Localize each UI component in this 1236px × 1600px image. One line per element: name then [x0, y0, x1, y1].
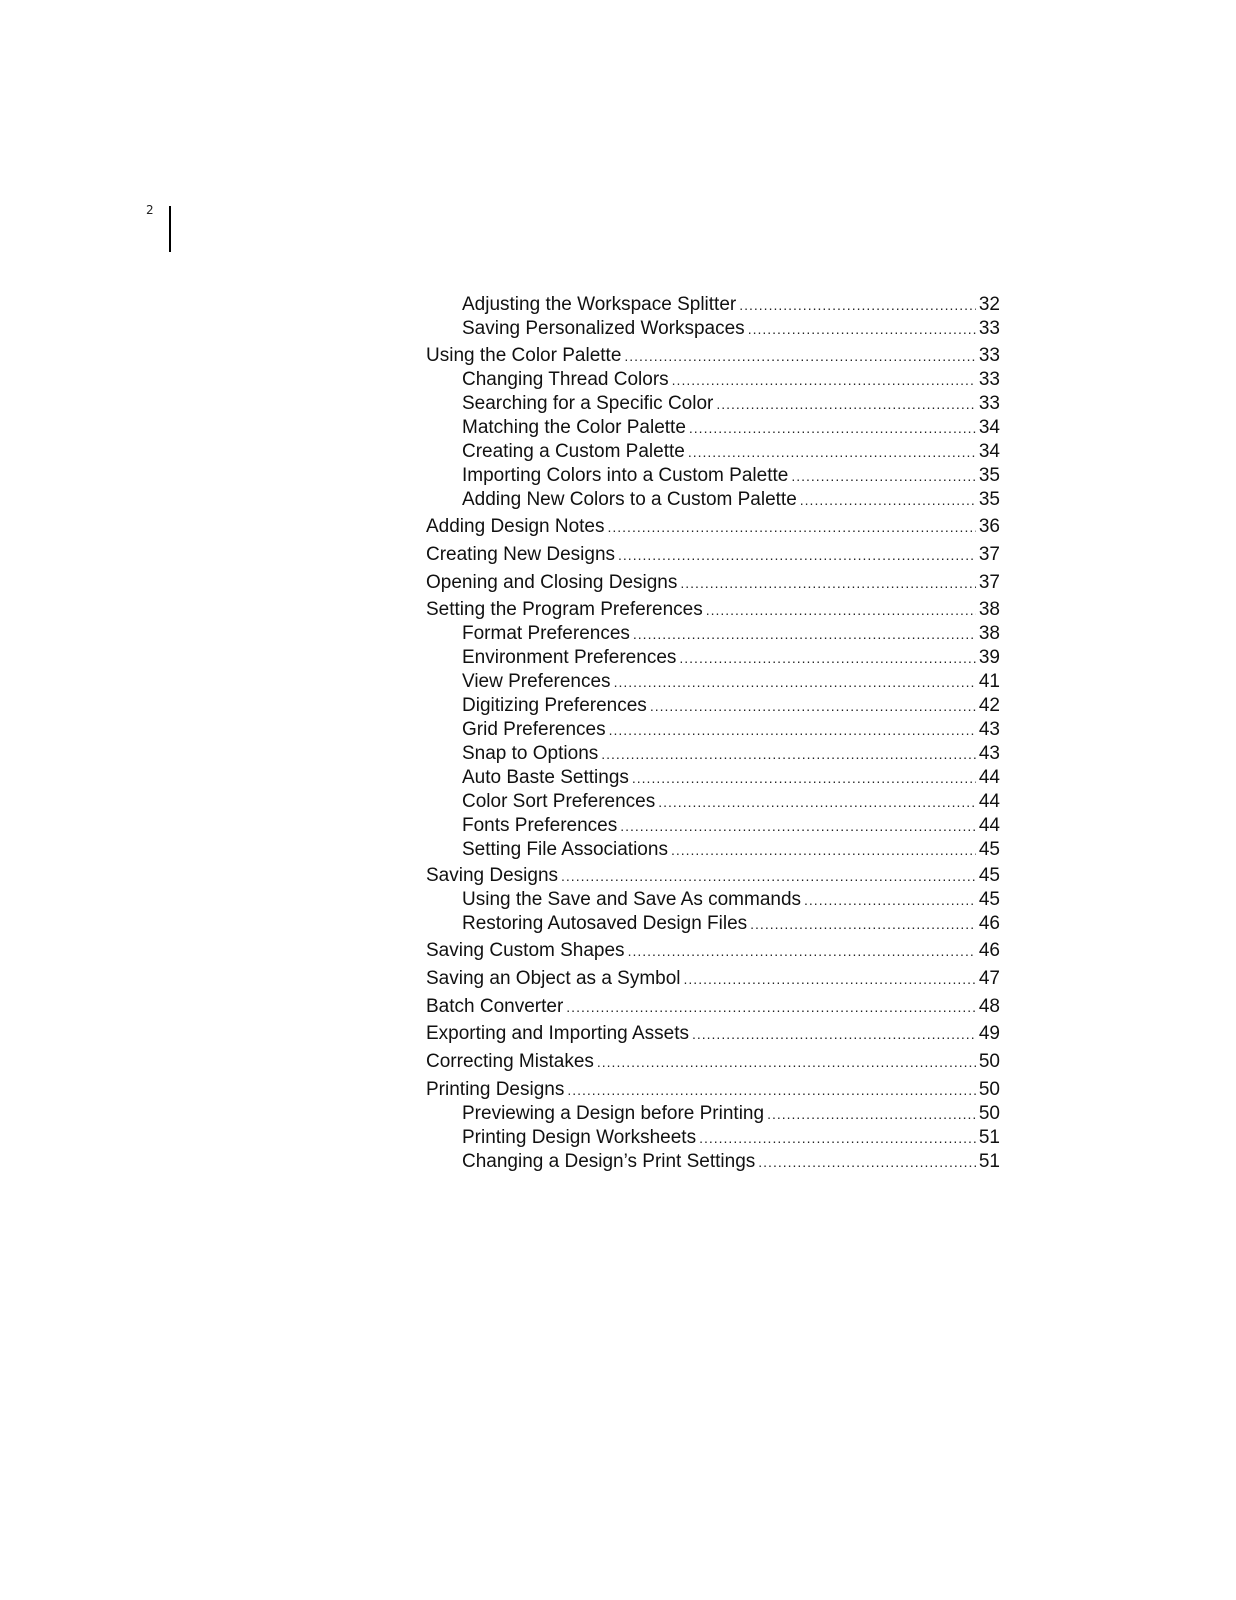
toc-dot-leader: [800, 488, 976, 512]
toc-dot-leader: [609, 718, 976, 742]
toc-entry-title: Fonts Preferences: [462, 815, 618, 836]
toc-entry-page: 41: [978, 671, 1000, 692]
toc-entry-page: 33: [978, 318, 1000, 339]
toc-entry-title: Adding New Colors to a Custom Palette: [462, 489, 797, 510]
toc-entry-title: Creating a Custom Palette: [462, 441, 685, 462]
toc-entry-title: Saving Custom Shapes: [426, 940, 625, 961]
toc-entry-page: 38: [978, 599, 1000, 620]
toc-dot-leader: [689, 416, 976, 440]
toc-entry: [426, 995, 1000, 1019]
toc-dot-leader: [804, 888, 976, 912]
toc-dot-leader: [601, 742, 976, 766]
toc-entry-page: 36: [978, 516, 1000, 537]
toc-subentry: [426, 670, 1000, 694]
toc-dot-leader: [561, 864, 976, 888]
toc-entry-page: 51: [978, 1127, 1000, 1148]
page-number-rule: [169, 206, 171, 252]
toc-entry-page: 33: [978, 345, 1000, 366]
toc-entry-page: 44: [978, 791, 1000, 812]
toc-entry-title: Printing Design Worksheets: [462, 1127, 697, 1148]
toc-entry-page: 42: [978, 695, 1000, 716]
toc-entry-page: 43: [978, 719, 1000, 740]
toc-entry-title: Auto Baste Settings: [462, 767, 629, 788]
toc-entry-page: 39: [978, 647, 1000, 668]
toc-dot-leader: [628, 939, 976, 963]
toc-entry-page: 34: [978, 441, 1000, 462]
toc-subentry: [426, 368, 1000, 392]
toc-entry-title: Searching for a Specific Color: [462, 393, 714, 414]
toc-subentry: [426, 622, 1000, 646]
toc-dot-leader: [567, 1078, 976, 1102]
toc-entry: [426, 939, 1000, 963]
toc-dot-leader: [671, 838, 976, 862]
toc-entry-title: Saving Personalized Workspaces: [462, 318, 745, 339]
toc-subentry: [426, 888, 1000, 912]
toc-subentry: [426, 392, 1000, 416]
toc-entry-page: 35: [978, 489, 1000, 510]
toc-dot-leader: [614, 670, 976, 694]
toc-subentry: [426, 766, 1000, 790]
toc-entry-title: Environment Preferences: [462, 647, 677, 668]
toc-subentry: [426, 694, 1000, 718]
toc-entry: [426, 1078, 1000, 1102]
toc-entry: [426, 598, 1000, 622]
page-number: 2: [146, 203, 154, 217]
toc-entry-page: 45: [978, 889, 1000, 910]
toc-dot-leader: [699, 1126, 976, 1150]
toc-subentry: [426, 1150, 1000, 1174]
toc-entry-title: Setting File Associations: [462, 839, 668, 860]
toc-entry-title: Saving an Object as a Symbol: [426, 968, 681, 989]
toc-dot-leader: [608, 515, 976, 539]
toc-dot-leader: [618, 543, 976, 567]
toc-entry-title: Printing Designs: [426, 1079, 565, 1100]
toc-entry-title: Creating New Designs: [426, 544, 616, 565]
toc-entry-title: Importing Colors into a Custom Palette: [462, 465, 789, 486]
toc-entry-page: 50: [978, 1051, 1000, 1072]
toc-entry-page: 32: [978, 294, 1000, 315]
toc-entry-page: 45: [978, 865, 1000, 886]
toc-entry-title: Adding Design Notes: [426, 516, 605, 537]
toc-entry-title: Restoring Autosaved Design Files: [462, 913, 748, 934]
toc-subentry: [426, 912, 1000, 936]
toc-entry-page: 33: [978, 393, 1000, 414]
toc-subentry: [426, 317, 1000, 341]
toc-entry-page: 46: [978, 913, 1000, 934]
toc-subentry: [426, 293, 1000, 317]
toc-entry-title: Using the Save and Save As commands: [462, 889, 802, 910]
toc-dot-leader: [620, 814, 976, 838]
toc-dot-leader: [672, 368, 976, 392]
toc-entry: [426, 344, 1000, 368]
toc-entry-title: Exporting and Importing Assets: [426, 1023, 689, 1044]
toc-entry-title: Matching the Color Palette: [462, 417, 686, 438]
toc-dot-leader: [566, 995, 976, 1019]
toc-dot-leader: [706, 598, 976, 622]
toc-entry-title: Color Sort Preferences: [462, 791, 656, 812]
toc-entry-title: Using the Color Palette: [426, 345, 622, 366]
toc-dot-leader: [632, 766, 976, 790]
toc-entry-page: 50: [978, 1103, 1000, 1124]
toc-entry: [426, 1022, 1000, 1046]
toc-entry: [426, 571, 1000, 595]
toc-dot-leader: [684, 967, 976, 991]
toc-entry-page: 48: [978, 996, 1000, 1017]
toc-subentry: [426, 416, 1000, 440]
toc-entry: [426, 967, 1000, 991]
toc-entry-title: Saving Designs: [426, 865, 559, 886]
toc-entry: [426, 1050, 1000, 1074]
toc-dot-leader: [658, 790, 976, 814]
toc-entry-title: Opening and Closing Designs: [426, 572, 678, 593]
toc-entry-title: Setting the Program Preferences: [426, 599, 703, 620]
toc-subentry: [426, 718, 1000, 742]
toc-entry-title: Changing a Design’s Print Settings: [462, 1151, 756, 1172]
toc-entry-page: 37: [978, 572, 1000, 593]
toc-subentry: [426, 838, 1000, 862]
toc-dot-leader: [650, 694, 976, 718]
toc-entry-title: Snap to Options: [462, 743, 599, 764]
toc-subentry: [426, 464, 1000, 488]
toc-entry-page: 38: [978, 623, 1000, 644]
toc-entry-title: Correcting Mistakes: [426, 1051, 594, 1072]
toc-entry-page: 34: [978, 417, 1000, 438]
toc-dot-leader: [758, 1150, 976, 1174]
toc-subentry: [426, 1126, 1000, 1150]
toc-entry-page: 50: [978, 1079, 1000, 1100]
toc-dot-leader: [748, 317, 976, 341]
toc-dot-leader: [791, 464, 976, 488]
toc-dot-leader: [716, 392, 976, 416]
toc-entry-page: 44: [978, 767, 1000, 788]
toc-entry-page: 47: [978, 968, 1000, 989]
toc-entry-title: Changing Thread Colors: [462, 369, 669, 390]
toc-entry-page: 35: [978, 465, 1000, 486]
toc-dot-leader: [679, 646, 975, 670]
toc-entry-page: 45: [978, 839, 1000, 860]
toc-subentry: [426, 1102, 1000, 1126]
toc-dot-leader: [767, 1102, 976, 1126]
toc-entry-page: 51: [978, 1151, 1000, 1172]
toc-entry-title: Adjusting the Workspace Splitter: [462, 294, 737, 315]
toc-entry-title: View Preferences: [462, 671, 611, 692]
toc-entry-title: Grid Preferences: [462, 719, 606, 740]
toc-entry-page: 37: [978, 544, 1000, 565]
toc-dot-leader: [597, 1050, 976, 1074]
toc-entry-title: Digitizing Preferences: [462, 695, 647, 716]
toc-dot-leader: [688, 440, 976, 464]
toc-dot-leader: [624, 344, 975, 368]
toc-entry-title: Format Preferences: [462, 623, 630, 644]
toc-entry: [426, 543, 1000, 567]
toc-entry-page: 46: [978, 940, 1000, 961]
toc-entry-page: 49: [978, 1023, 1000, 1044]
toc-entry-page: 43: [978, 743, 1000, 764]
toc-subentry: [426, 646, 1000, 670]
toc-entry-page: 33: [978, 369, 1000, 390]
toc-entry: [426, 515, 1000, 539]
toc-dot-leader: [680, 571, 975, 595]
toc-subentry: [426, 440, 1000, 464]
toc-entry-title: Previewing a Design before Printing: [462, 1103, 765, 1124]
toc-subentry: [426, 814, 1000, 838]
toc-entry-page: 44: [978, 815, 1000, 836]
toc-dot-leader: [739, 293, 976, 317]
toc-subentry: [426, 488, 1000, 512]
toc-subentry: [426, 790, 1000, 814]
toc-subentry: [426, 742, 1000, 766]
toc-dot-leader: [750, 912, 976, 936]
toc-entry: [426, 864, 1000, 888]
toc-dot-leader: [633, 622, 976, 646]
toc-entry-title: Batch Converter: [426, 996, 564, 1017]
toc-dot-leader: [692, 1022, 976, 1046]
